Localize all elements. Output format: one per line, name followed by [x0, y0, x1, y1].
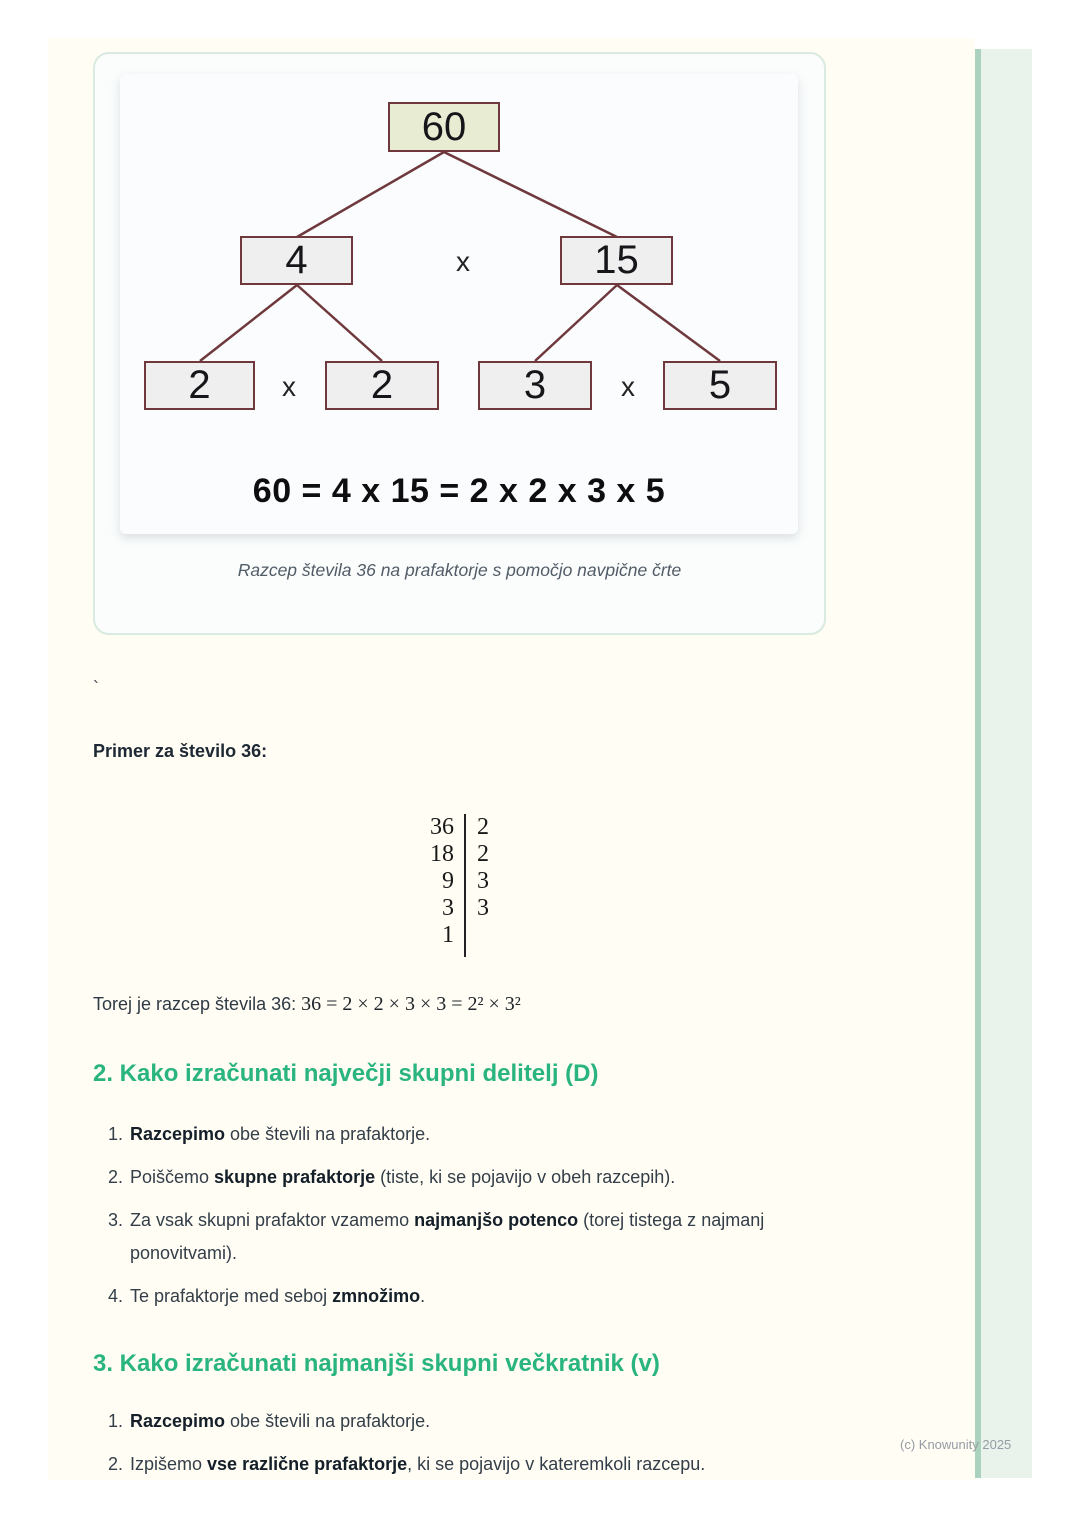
step-number: 1. — [107, 1124, 123, 1144]
step-number: 1. — [107, 1411, 123, 1431]
section-3-heading: 3. Kako izračunati najmanjši skupni večkratnik (v) — [93, 1350, 660, 1377]
section-2-steps — [93, 1118, 811, 1323]
step-text: Poiščemo skupne prafaktorje (tiste, ki se pojavijo v obeh razcepih). — [130, 1167, 676, 1187]
tree-node-3: 3 — [478, 361, 592, 410]
step-item — [93, 1118, 811, 1151]
step-text: Za vsak skupni prafaktor vzamemo najmanjšo potenco (torej tistega z najmanj ponovitvami). — [130, 1210, 765, 1263]
division-prime-value: 2 — [477, 814, 489, 840]
example-heading: Primer za število 36: — [93, 741, 268, 761]
tree-node-15: 15 — [560, 236, 673, 285]
stray-backtick: ` — [93, 678, 99, 698]
factor-tree-card — [93, 52, 826, 635]
section-3-steps — [93, 1405, 811, 1491]
document-page — [48, 38, 975, 1480]
result-math: 36 = 2 × 2 × 3 × 3 = 2² × 3² — [301, 993, 521, 1015]
step-item — [93, 1280, 811, 1313]
step-item — [93, 1405, 811, 1438]
division-table — [426, 814, 489, 957]
tree-node-60: 60 — [388, 102, 500, 152]
division-quotient-value: 9 — [442, 868, 454, 894]
factor-tree-figure — [120, 74, 798, 534]
division-table-left-column — [426, 814, 466, 957]
step-number: 2. — [107, 1167, 123, 1187]
step-item — [93, 1161, 811, 1194]
step-item — [93, 1204, 811, 1270]
step-text: Te prafaktorje med seboj zmnožimo. — [130, 1286, 426, 1306]
division-prime-value: 2 — [477, 841, 489, 867]
figure-caption: Razcep števila 36 na prafaktorje s pomočjo navpične črte — [237, 560, 682, 580]
division-quotient-value: 3 — [442, 895, 454, 921]
step-text: Razcepimo obe števili na prafaktorje. — [130, 1411, 431, 1431]
copyright-notice: (c) Knowunity 2025 — [900, 1437, 1012, 1452]
tree-node-2-second: 2 — [325, 361, 439, 410]
tree-node-2-first: 2 — [144, 361, 255, 410]
division-quotient-value: 1 — [442, 922, 454, 948]
right-green-strip — [975, 49, 1032, 1478]
step-number: 4. — [107, 1286, 123, 1306]
factorization-result — [93, 993, 521, 1016]
step-number: 2. — [107, 1454, 123, 1474]
division-quotient-value: 18 — [430, 841, 454, 867]
tree-node-4: 4 — [240, 236, 353, 285]
tree-node-5: 5 — [663, 361, 777, 410]
step-text: Izpišemo vse različne prafaktorje, ki se pojavijo v kateremkoli razcepu. — [130, 1454, 706, 1474]
division-table-right-column — [466, 814, 489, 922]
times-operator-left: x — [282, 371, 296, 402]
division-prime-value: 3 — [477, 895, 489, 921]
division-quotient-value: 36 — [430, 814, 454, 840]
times-operator-right: x — [621, 371, 635, 402]
section-2-heading: 2. Kako izračunati največji skupni delitelj (D) — [93, 1060, 599, 1087]
times-operator-mid: x — [456, 246, 470, 277]
division-prime-value: 3 — [477, 868, 489, 894]
step-number: 3. — [107, 1210, 123, 1230]
result-text: Torej je razcep števila 36: — [93, 994, 302, 1014]
step-item — [93, 1448, 811, 1481]
step-text: Razcepimo obe števili na prafaktorje. — [130, 1124, 431, 1144]
factorization-equation: 60 = 4 x 15 = 2 x 2 x 3 x 5 — [252, 472, 666, 510]
